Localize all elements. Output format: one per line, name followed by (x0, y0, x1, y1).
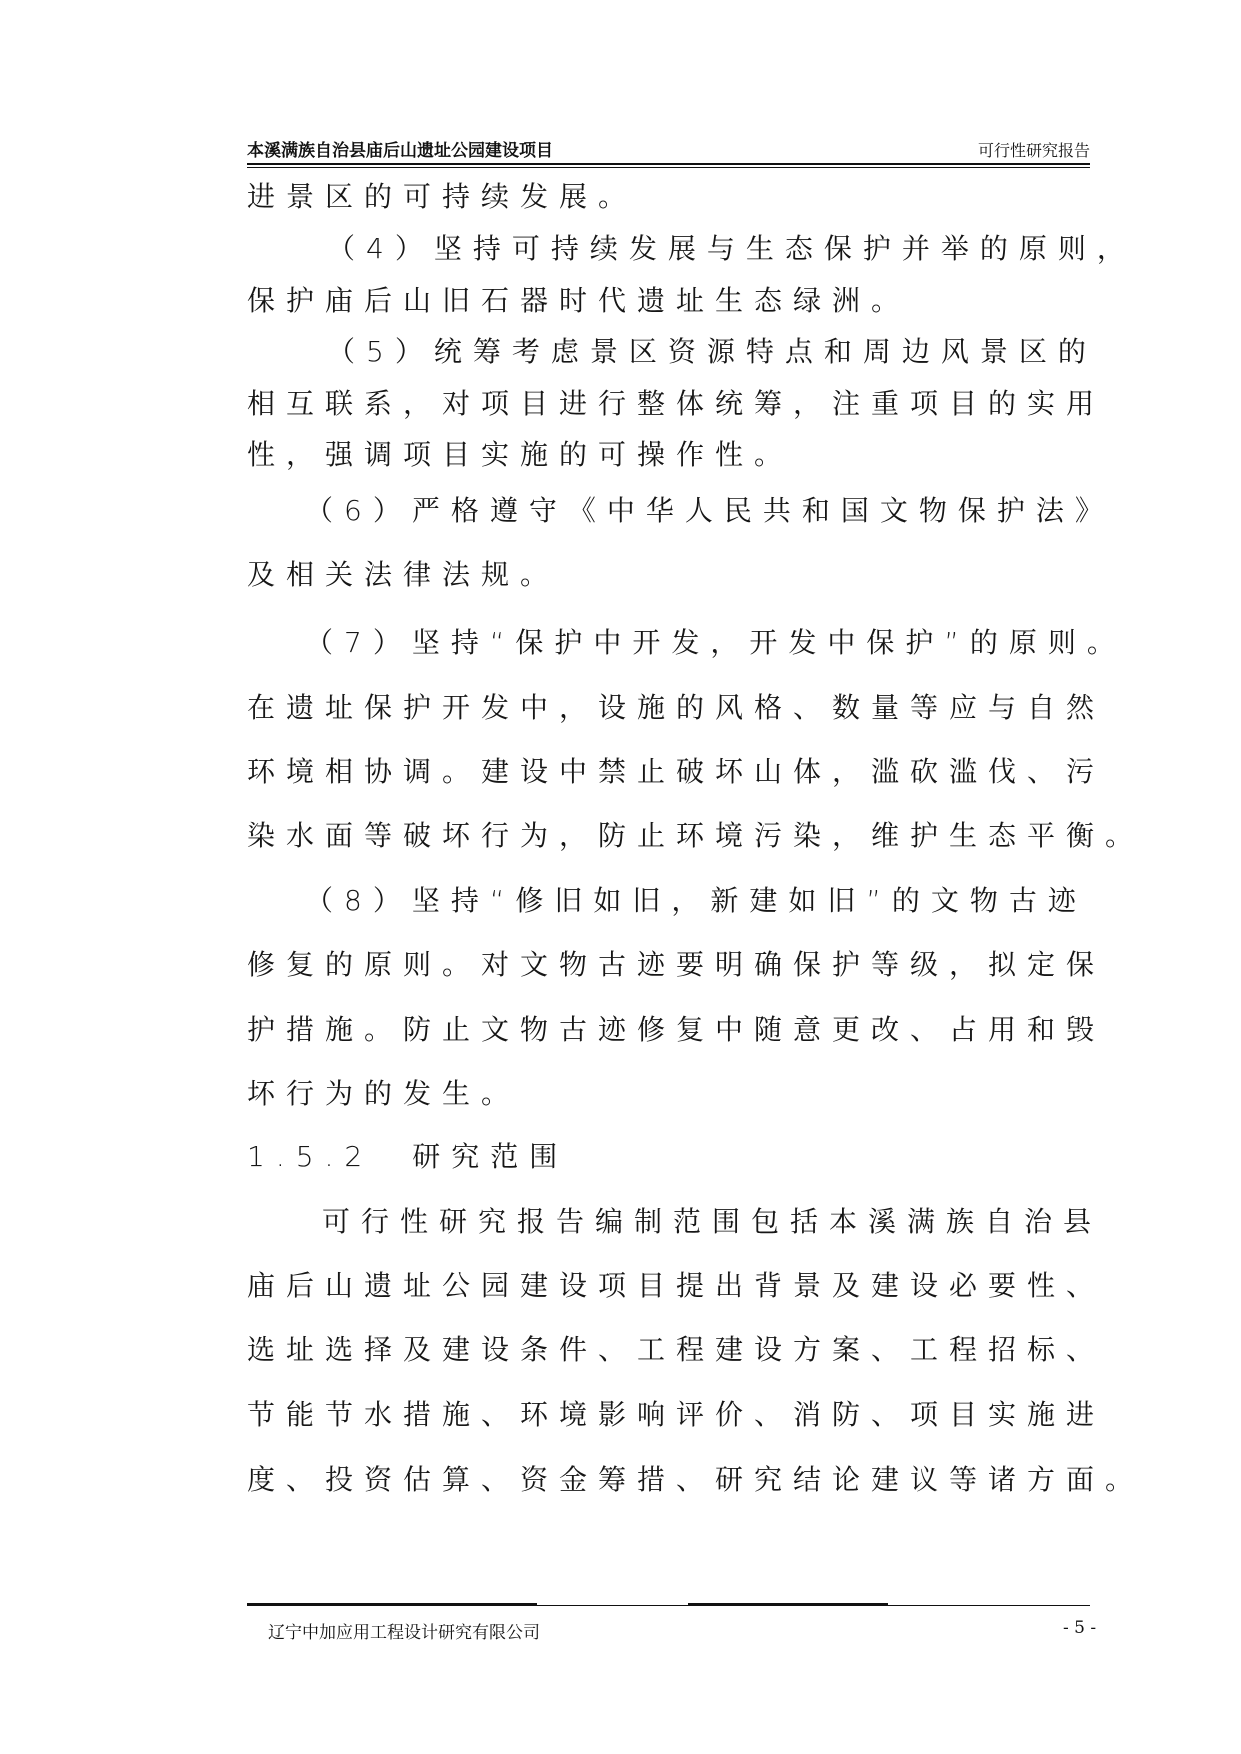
header-rule-thin (247, 167, 1090, 168)
header-report-type: 可行性研究报告 (977, 141, 1090, 160)
body-line: 修复的原则。对文物古迹要明确保护等级，拟定保 (247, 948, 1106, 981)
footer-rule-segment (247, 1603, 537, 1606)
body-line: 选址选择及建设条件、工程建设方案、工程招标、 (247, 1333, 1106, 1366)
body-line: 节能节水措施、环境影响评价、消防、项目实施进 (247, 1398, 1106, 1431)
body-line: 染水面等破坏行为，防止环境污染，维护生态平衡。 (247, 819, 1145, 852)
body-line: 可行性研究报告编制范围包括本溪满族自治县 (322, 1205, 1103, 1238)
body-line: （7）坚持“保护中开发，开发中保护”的原则。 (305, 626, 1126, 659)
body-line: 度、投资估算、资金筹措、研究结论建议等诸方面。 (247, 1463, 1145, 1496)
body-line: 护措施。防止文物古迹修复中随意更改、占用和毁 (247, 1013, 1106, 1046)
body-line: 在遗址保护开发中，设施的风格、数量等应与自然 (247, 691, 1106, 724)
body-line: （4）坚持可持续发展与生态保护并举的原则， (327, 232, 1136, 265)
body-line: 进景区的可持续发展。 (247, 180, 638, 213)
body-line: 及相关法律法规。 (247, 558, 560, 591)
body-line: （5）统筹考虑景区资源特点和周边风景区的 (327, 335, 1097, 368)
body-line: （6）严格遵守《中华人民共和国文物保护法》 (305, 494, 1114, 527)
body-line: 坏行为的发生。 (247, 1077, 521, 1110)
body-line: 庙后山遗址公园建设项目提出背景及建设必要性、 (247, 1269, 1106, 1302)
page-number: - 5 - (1063, 1618, 1097, 1638)
footer-company: 辽宁中加应用工程设计研究有限公司 (268, 1623, 540, 1643)
header-rule (247, 163, 1090, 165)
header-project-title: 本溪满族自治县庙后山遗址公园建设项目 (247, 141, 553, 161)
body-line: 环境相协调。建设中禁止破坏山体，滥砍滥伐、污 (247, 755, 1106, 788)
body-line: （8）坚持“修旧如旧，新建如旧”的文物古迹 (305, 884, 1087, 917)
body-line: 性，强调项目实施的可操作性。 (247, 438, 794, 471)
footer-rule-segment (688, 1603, 888, 1606)
body-line: 相互联系，对项目进行整体统筹，注重项目的实用 (247, 387, 1106, 420)
section-heading: 1.5.2 研究范围 (247, 1140, 569, 1173)
body-line: 保护庙后山旧石器时代遗址生态绿洲。 (247, 284, 911, 317)
